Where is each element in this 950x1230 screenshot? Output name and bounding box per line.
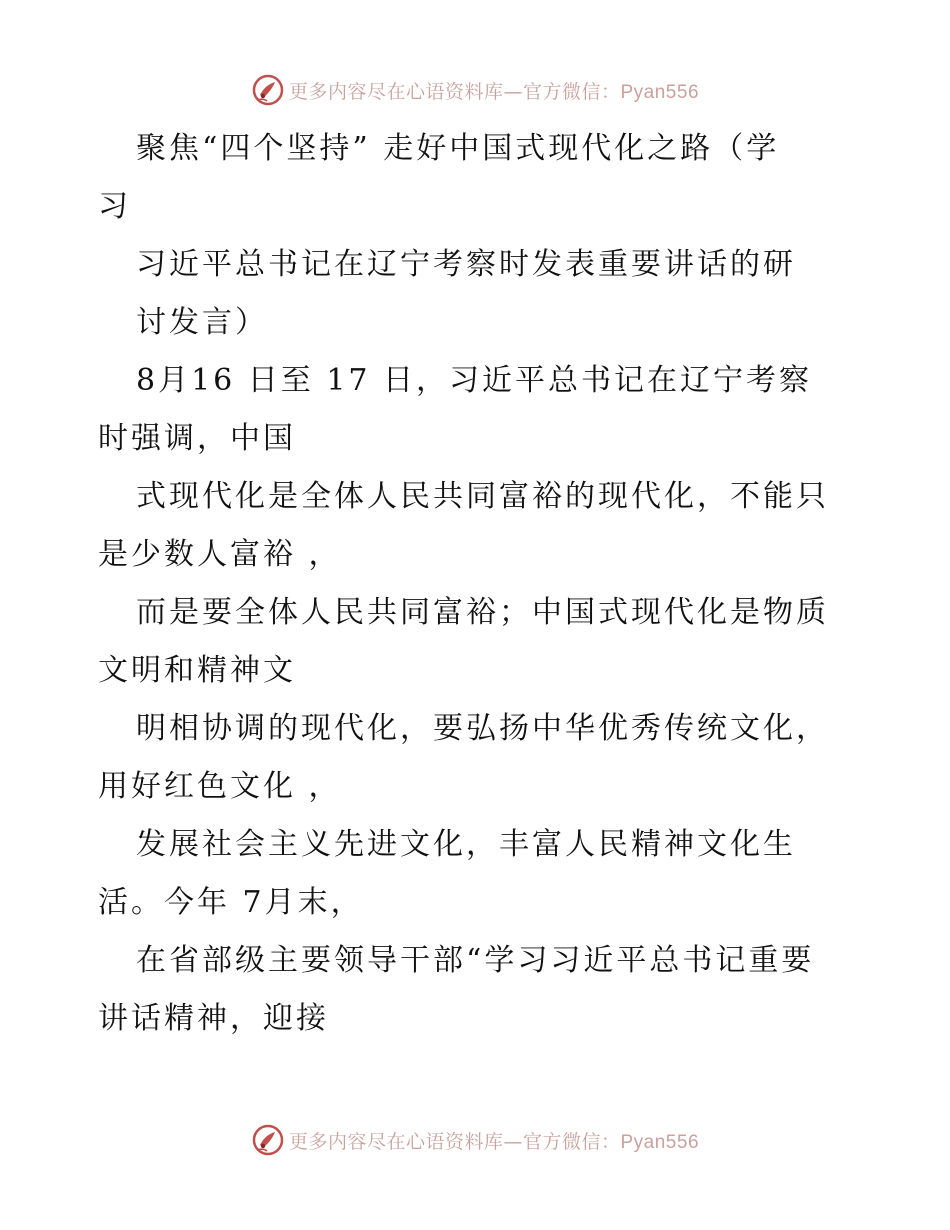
text-line: 是少数人富裕 ， bbox=[98, 537, 342, 572]
text-line: 而是要全体人民共同富裕；中国式现代化是物质 bbox=[136, 595, 829, 630]
text-line: 8月16 日至 17 日，习近平总书记在辽宁考察 bbox=[136, 363, 813, 398]
text-line: 讨发言） bbox=[136, 305, 268, 340]
text-line: 发展社会主义先进文化，丰富人民精神文化生 bbox=[136, 827, 796, 862]
text-line: 活。今年 7月末， bbox=[98, 885, 364, 920]
text-line: 式现代化是全体人民共同富裕的现代化，不能只 bbox=[136, 479, 829, 514]
text-line: 习 bbox=[98, 189, 131, 224]
header-watermark bbox=[0, 70, 950, 110]
text-line: 聚焦“四个坚持” 走好中国式现代化之路（学 bbox=[136, 131, 780, 166]
pen-logo-icon bbox=[251, 73, 285, 107]
text-line: 明相协调的现代化，要弘扬中华优秀传统文化， bbox=[136, 711, 829, 746]
text-line: 用好红色文化 ， bbox=[98, 769, 342, 804]
pen-logo-icon bbox=[251, 1123, 285, 1157]
text-line: 讲话精神，迎接 bbox=[98, 1001, 329, 1036]
watermark-text: 更多内容尽在心语资料库—官方微信：Pyan556 bbox=[288, 1130, 700, 1153]
text-line: 在省部级主要领导干部“学习习近平总书记重要 bbox=[136, 943, 815, 978]
text-line: 时强调，中国 bbox=[98, 421, 296, 456]
text-line: 习近平总书记在辽宁考察时发表重要讲话的研 bbox=[136, 247, 796, 282]
footer-watermark bbox=[0, 1120, 950, 1160]
watermark-text: 更多内容尽在心语资料库—官方微信：Pyan556 bbox=[288, 80, 700, 103]
document-body bbox=[98, 120, 858, 1048]
text-line: 文明和精神文 bbox=[98, 653, 296, 688]
